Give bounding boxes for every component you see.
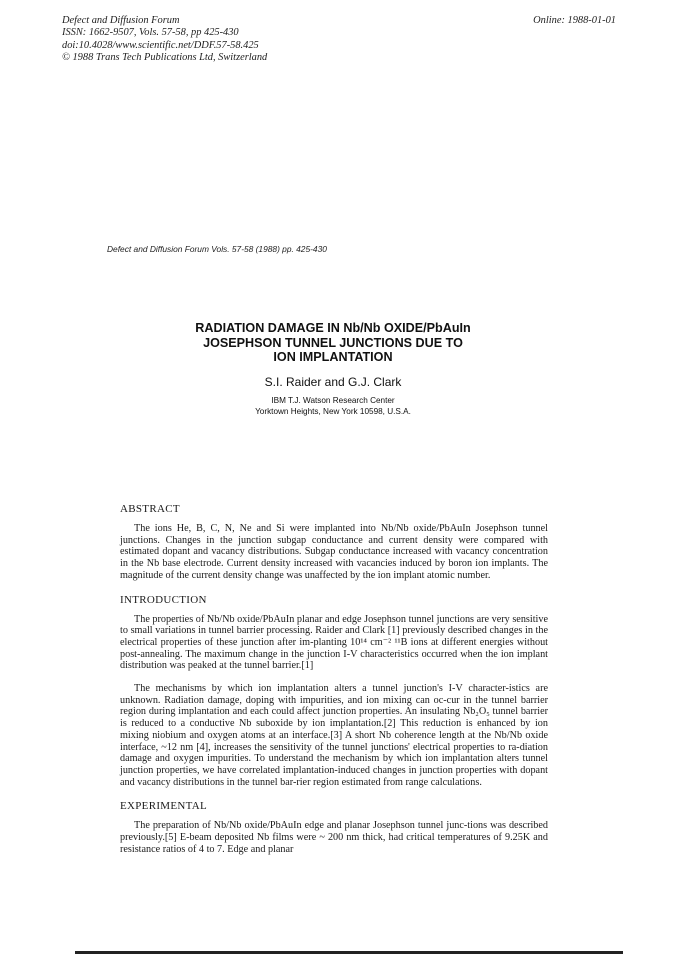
- abstract-heading: ABSTRACT: [120, 503, 180, 515]
- publication-journal: Defect and Diffusion Forum: [62, 15, 180, 26]
- introduction-paragraph: The mechanisms by which ion implantation alters a tunnel junction's I-V character-istics are unknown. Radiation damage, doping with impurities, and ion mixing can oc-cur in the tunnel barrier region during implantation and each could affect junction properties. An insulating Nb₂O₅ tunnel barrier is reduced to a conductive Nb suboxide by ion implantation.[2] This reduction is enhanced by ion mixing niobium and oxygen atoms at an interface.[3] A short Nb coherence length at the Nb/Nb oxide interface, ~12 nm [4], increases the sensitivity of the tunnel junctions' electrical properties to ra-diation damage and oxygen impurities. To understand the mechanism by which ion implantation alters tunnel junction properties, we have correlated implantation-induced changes in junction properties with dopant and vacancy distributions in the tunnel bar-rier region estimated from range calculations.: [120, 683, 548, 788]
- experimental-heading: EXPERIMENTAL: [120, 800, 208, 813]
- journal-citation: Defect and Diffusion Forum Vols. 57-58 (1988) pp. 425-430: [107, 244, 327, 254]
- authors: S.I. Raider and G.J. Clark: [264, 375, 402, 389]
- experimental-paragraph: The preparation of Nb/Nb oxide/PbAuIn edge and planar Josephson tunnel junc-tions was described previously.[5] E-beam deposited Nb films were ~ 200 nm thick, had critical temperatures of 9.25K and resistance ratios of 4 to 7. Edge and planar: [120, 820, 548, 855]
- bottom-rule: [75, 951, 623, 954]
- title-line: JOSEPHSON TUNNEL JUNCTIONS DUE TO: [203, 335, 463, 350]
- publication-doi: doi:10.4028/www.scientific.net/DDF.57-58.425: [62, 39, 259, 51]
- paper-body: [120, 503, 548, 855]
- paper-title: [120, 321, 546, 365]
- affiliation: [120, 395, 546, 417]
- publication-issn: ISSN: 1662-9507, Vols. 57-58, pp 425-430: [62, 27, 239, 39]
- title-line: ION IMPLANTATION: [273, 350, 393, 365]
- introduction-heading: INTRODUCTION: [120, 593, 207, 606]
- abstract-text: The ions He, B, C, N, Ne and Si were implanted into Nb/Nb oxide/PbAuIn Josephson tunnel junctions. Changes in the junction subgap conductance and current density were compared with estimated dopant and vacancy distributions. Subgap conductance increased with vacancy concentration in the Nb base electrode. Current density increased with vacancies induced by boron ion implants. The magnitude of the current density change was unaffected by the ion implant atomic number.: [120, 523, 548, 581]
- affiliation-line: Yorktown Heights, New York 10598, U.S.A.: [255, 407, 411, 416]
- publication-copyright: © 1988 Trans Tech Publications Ltd, Switzerland: [62, 51, 268, 63]
- introduction-paragraph: The properties of Nb/Nb oxide/PbAuIn planar and edge Josephson tunnel junctions are very sensitive to small variations in tunnel barrier processing. Raider and Clark [1] previously described changes in the electrical properties of these junction after im-planting 10¹⁴ cm⁻² ¹¹B ions at different energies without post-annealing. The maximum change in the junction I-V characteristics occurred when the ion implant distribution was peaked at the tunnel barrier.[1]: [120, 613, 548, 672]
- title-line: RADIATION DAMAGE IN Nb/Nb OXIDE/PbAuIn: [195, 321, 471, 335]
- publication-info: [62, 15, 267, 64]
- affiliation-line: IBM T.J. Watson Research Center: [271, 396, 395, 405]
- online-date: Online: 1988-01-01: [533, 15, 616, 26]
